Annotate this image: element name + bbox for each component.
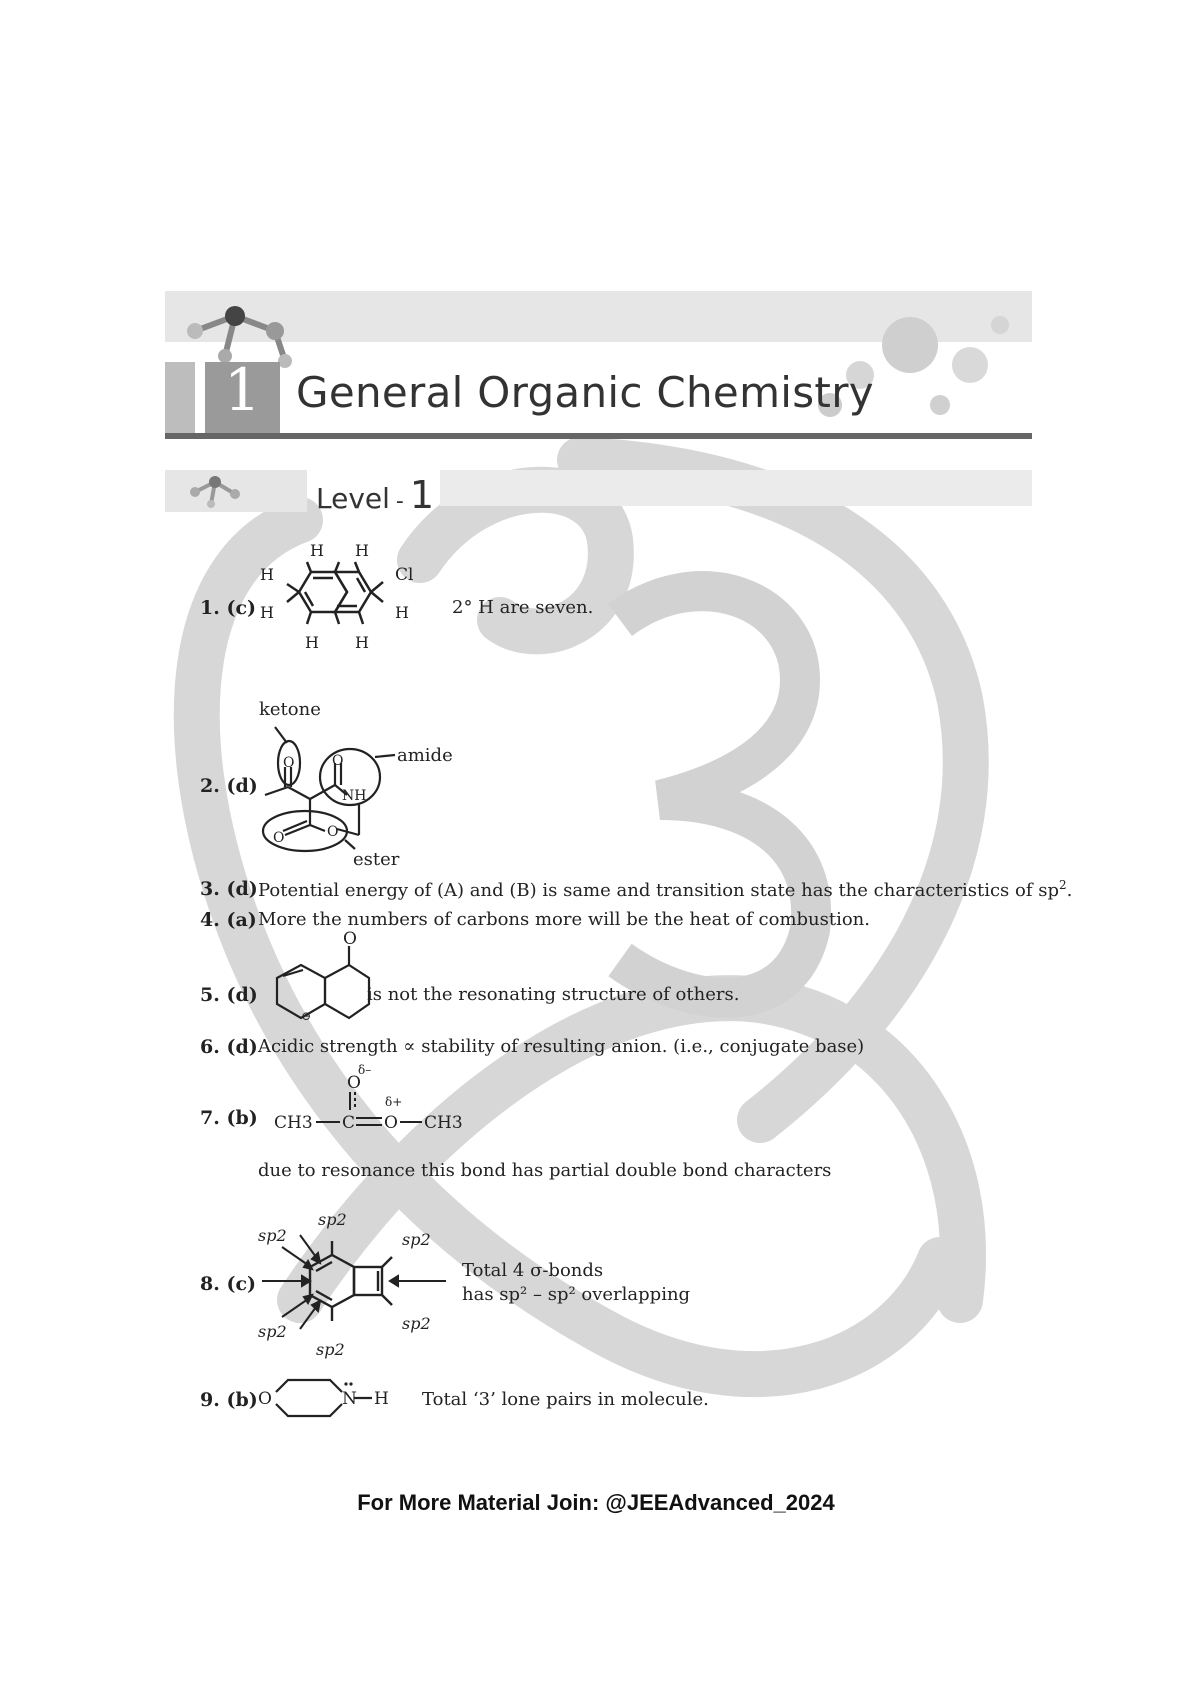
ester-oxygen: O — [384, 1113, 398, 1133]
answer-3-end: . — [1066, 880, 1073, 901]
delta-minus: δ– — [358, 1063, 372, 1077]
delta-plus: δ+ — [385, 1095, 403, 1109]
amide-annotation: amide — [397, 745, 453, 766]
answer-5-structure — [255, 930, 375, 1030]
answer-8-text-line2: has sp² – sp² overlapping — [462, 1284, 691, 1305]
answer-9-morpholine-structure — [258, 1370, 398, 1422]
sp2-upper-left: sp2 — [258, 1226, 287, 1245]
morpholine-oxygen: O — [258, 1389, 272, 1409]
answer-3-body: Potential energy of (A) and (B) is same and transition state has the characteristics of sp — [258, 880, 1059, 901]
sp2-top: sp2 — [318, 1210, 347, 1229]
sp2-upper-right: sp2 — [402, 1230, 431, 1249]
ch3-left: CH3 — [274, 1113, 313, 1133]
answer-6-text: Acidic strength ∝ stability of resulting anion. (i.e., conjugate base) — [258, 1036, 865, 1057]
amide-nh: NH — [342, 788, 367, 804]
answer-5-label: 5. (d) — [200, 984, 258, 1006]
answer-4-label: 4. (a) — [200, 909, 257, 931]
ch3-right: CH3 — [424, 1113, 463, 1133]
answer-9-label: 9. (b) — [200, 1389, 258, 1411]
level-heading — [316, 473, 434, 517]
chapter-number-side — [165, 362, 195, 436]
answer-8-text-line1: Total 4 σ-bonds — [462, 1260, 604, 1281]
morpholine-nitrogen: N — [342, 1389, 357, 1409]
atom-h6: H — [305, 633, 319, 652]
carbonyl-oxygen: O — [347, 1073, 361, 1093]
answer-1-label: 1. (c) — [200, 597, 256, 619]
answer-2-structure — [255, 695, 465, 870]
sp2-lower-right: sp2 — [402, 1314, 431, 1333]
answer-8-label: 8. (c) — [200, 1273, 256, 1295]
answer-3-label: 3. (d) — [200, 878, 258, 900]
answer-8-structure — [258, 1205, 458, 1365]
level-molecule-icon — [185, 472, 245, 510]
morpholine-hydrogen: H — [374, 1389, 389, 1409]
level-separator: - — [395, 489, 404, 514]
answer-7-structure — [270, 1062, 490, 1142]
carbon: C — [342, 1113, 356, 1133]
answer-4-text: More the numbers of carbons more will be the heat of combustion. — [258, 909, 870, 930]
answer-5-text: is not the resonating structure of others. — [367, 984, 740, 1005]
chapter-number: 1 — [224, 356, 261, 424]
ester-annotation: ester — [353, 849, 400, 870]
ketone-o: O — [283, 755, 295, 771]
level-number: 1 — [409, 473, 435, 517]
footer-promo: For More Material Join: @JEEAdvanced_2024 — [357, 1490, 835, 1515]
answer-7-text: due to resonance this bond has partial double bond characters — [258, 1160, 832, 1181]
sp2-lower-left: sp2 — [258, 1322, 287, 1341]
atom-h2: H — [355, 541, 369, 560]
atom-h1: H — [310, 541, 324, 560]
answer-3-text — [258, 878, 1072, 901]
sp2-bottom: sp2 — [316, 1340, 345, 1359]
answer-9-text: Total ‘3’ lone pairs in molecule. — [422, 1389, 709, 1410]
ester-o2: O — [327, 824, 339, 840]
answer-5-oxygen: O — [343, 930, 357, 949]
atom-h7: H — [355, 633, 369, 652]
atom-cl: Cl — [395, 565, 414, 585]
level-band-right — [440, 470, 1032, 506]
answer-1-naphthalene-structure — [255, 540, 425, 665]
chapter-title: General Organic Chemistry — [296, 368, 874, 417]
answer-6-label: 6. (d) — [200, 1036, 258, 1058]
amide-o: O — [332, 753, 344, 769]
atom-h4: H — [260, 603, 274, 622]
answer-1-text: 2° H are seven. — [452, 597, 594, 618]
atom-h3: H — [260, 565, 274, 584]
ester-o1: O — [273, 830, 285, 846]
level-label: Level — [316, 482, 390, 515]
answer-7-label: 7. (b) — [200, 1107, 258, 1129]
chapter-rule — [165, 433, 1032, 439]
answer-5-carbanion: ⊖ — [301, 1009, 312, 1023]
atom-h5: H — [395, 603, 409, 622]
ketone-annotation: ketone — [259, 699, 321, 720]
answer-3-sup: 2 — [1058, 878, 1067, 892]
answer-2-label: 2. (d) — [200, 775, 258, 797]
